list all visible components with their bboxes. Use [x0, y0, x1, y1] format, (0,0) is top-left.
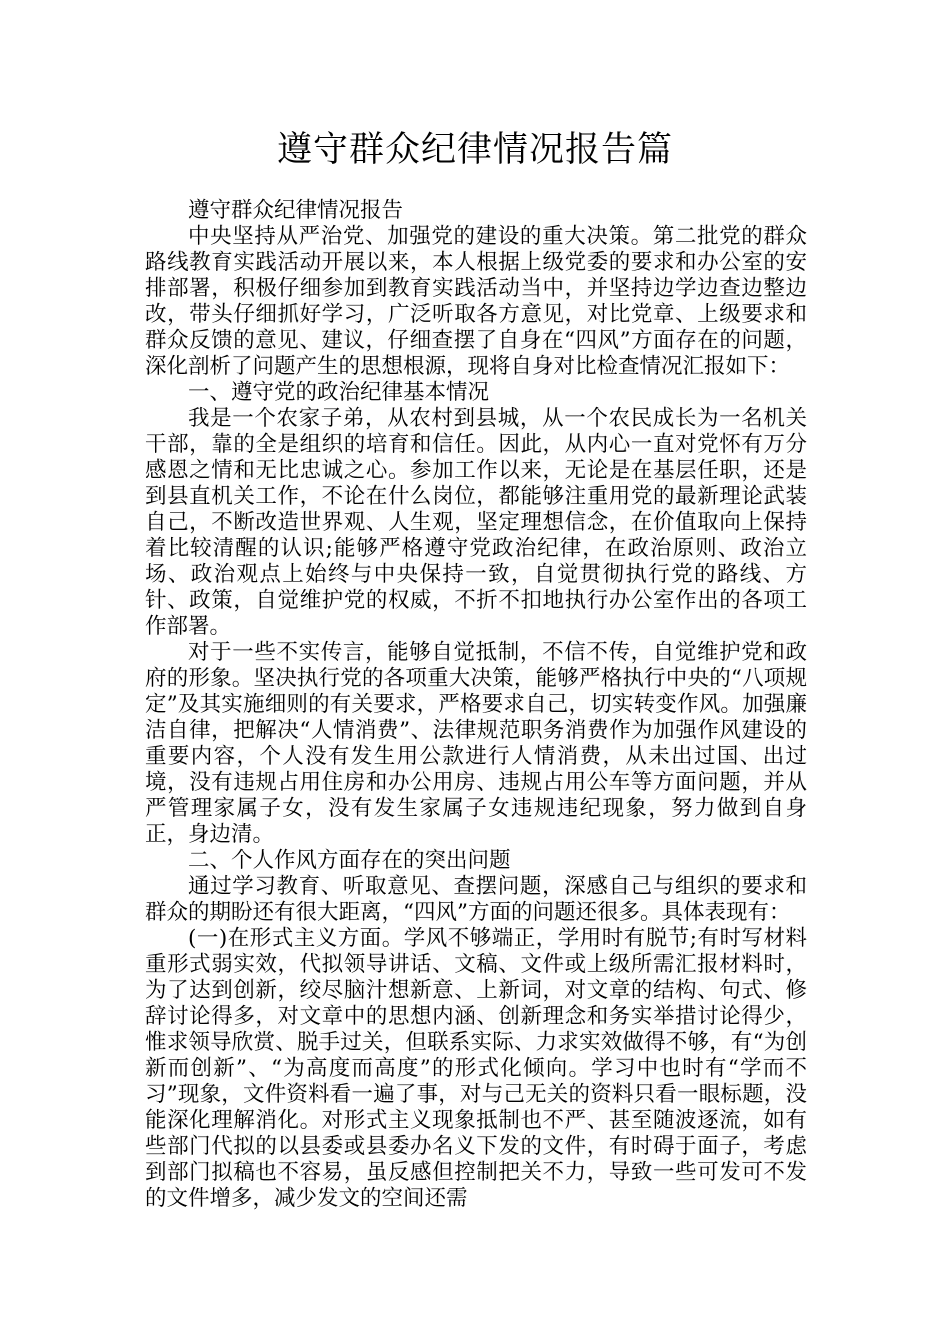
- body-paragraph: (一)在形式主义方面。学风不够端正，学用时有脱节;有时写材料重形式弱实效，代拟领导讲话、文稿、文件或上级所需汇报材料时，为了达到创新，绞尽脑汁想新意、上新词，对文章的结构、句式、修辞讨论得多，对文章中的思想内涵、创新理念和务实举措讨论得少，惟求领导欣赏、脱手过关，但联系实际、力求实效做得不够，有“为创新而创新”、“为高度而高度”的形式化倾向。学习中也时有“学而不习”现象，文件资料看一遍了事，对与己无关的资料只看一眼标题，没能深化理解消化。对形式主义现象抵制也不严、甚至随波逐流，如有些部门代拟的以县委或县委办名义下发的文件，有时碍于面子，考虑到部门拟稿也不容易，虽反感但控制把关不力，导致一些可发可不发的文件增多，减少发文的空间还需: [145, 926, 807, 1211]
- body-paragraph: 中央坚持从严治党、加强党的建设的重大决策。第二批党的群众路线教育实践活动开展以来，本人根据上级党委的要求和办公室的安排部署，积极仔细参加到教育实践活动当中，并坚持边学边查边整边改，带头仔细抓好学习，广泛听取各方意见，对比党章、上级要求和群众反馈的意见、建议，仔细查摆了自身在“四风”方面存在的问题，深化剖析了问题产生的思想根源，现将自身对比检查情况汇报如下：: [145, 224, 807, 379]
- document-body: [145, 198, 807, 1212]
- section-heading: 一、遵守党的政治纪律基本情况: [188, 380, 490, 405]
- body-paragraph: 通过学习教育、听取意见、查摆问题，深感自己与组织的要求和群众的期盼还有很大距离，“四风”方面的问题还很多。具体表现有：: [145, 874, 807, 925]
- section-heading: 二、个人作风方面存在的突出问题: [188, 848, 511, 873]
- body-paragraph: 对于一些不实传言，能够自觉抵制，不信不传，自觉维护党和政府的形象。坚决执行党的各项重大决策，能够严格执行中央的“八项规定”及其实施细则的有关要求，严格要求自己，切实转变作风。加强廉洁自律，把解决“人情消费”、法律规范职务消费作为加强作风建设的重要内容，个人没有发生用公款进行人情消费，从未出过国、出过境，没有违规占用住房和办公用房、违规占用公车等方面问题，并从严管理家属子女，没有发生家属子女违规违纪现象，努力做到自身正，身边清。: [145, 640, 807, 847]
- body-paragraph: 我是一个农家子弟，从农村到县城，从一个农民成长为一名机关干部，靠的全是组织的培育和信任。因此，从内心一直对党怀有万分感恩之情和无比忠诚之心。参加工作以来，无论是在基层任职，还是到县直机关工作，不论在什么岗位，都能够注重用党的最新理论武装自己，不断改造世界观、人生观，坚定理想信念，在价值取向上保持着比较清醒的认识;能够严格遵守党政治纪律，在政治原则、政治立场、政治观点上始终与中央保持一致，自觉贯彻执行党的路线、方针、政策，自觉维护党的权威，不折不扣地执行办公室作出的各项工作部署。: [145, 406, 807, 639]
- report-subtitle: 遵守群众纪律情况报告: [188, 198, 404, 223]
- document-title: 遵守群众纪律情况报告篇: [276, 130, 673, 170]
